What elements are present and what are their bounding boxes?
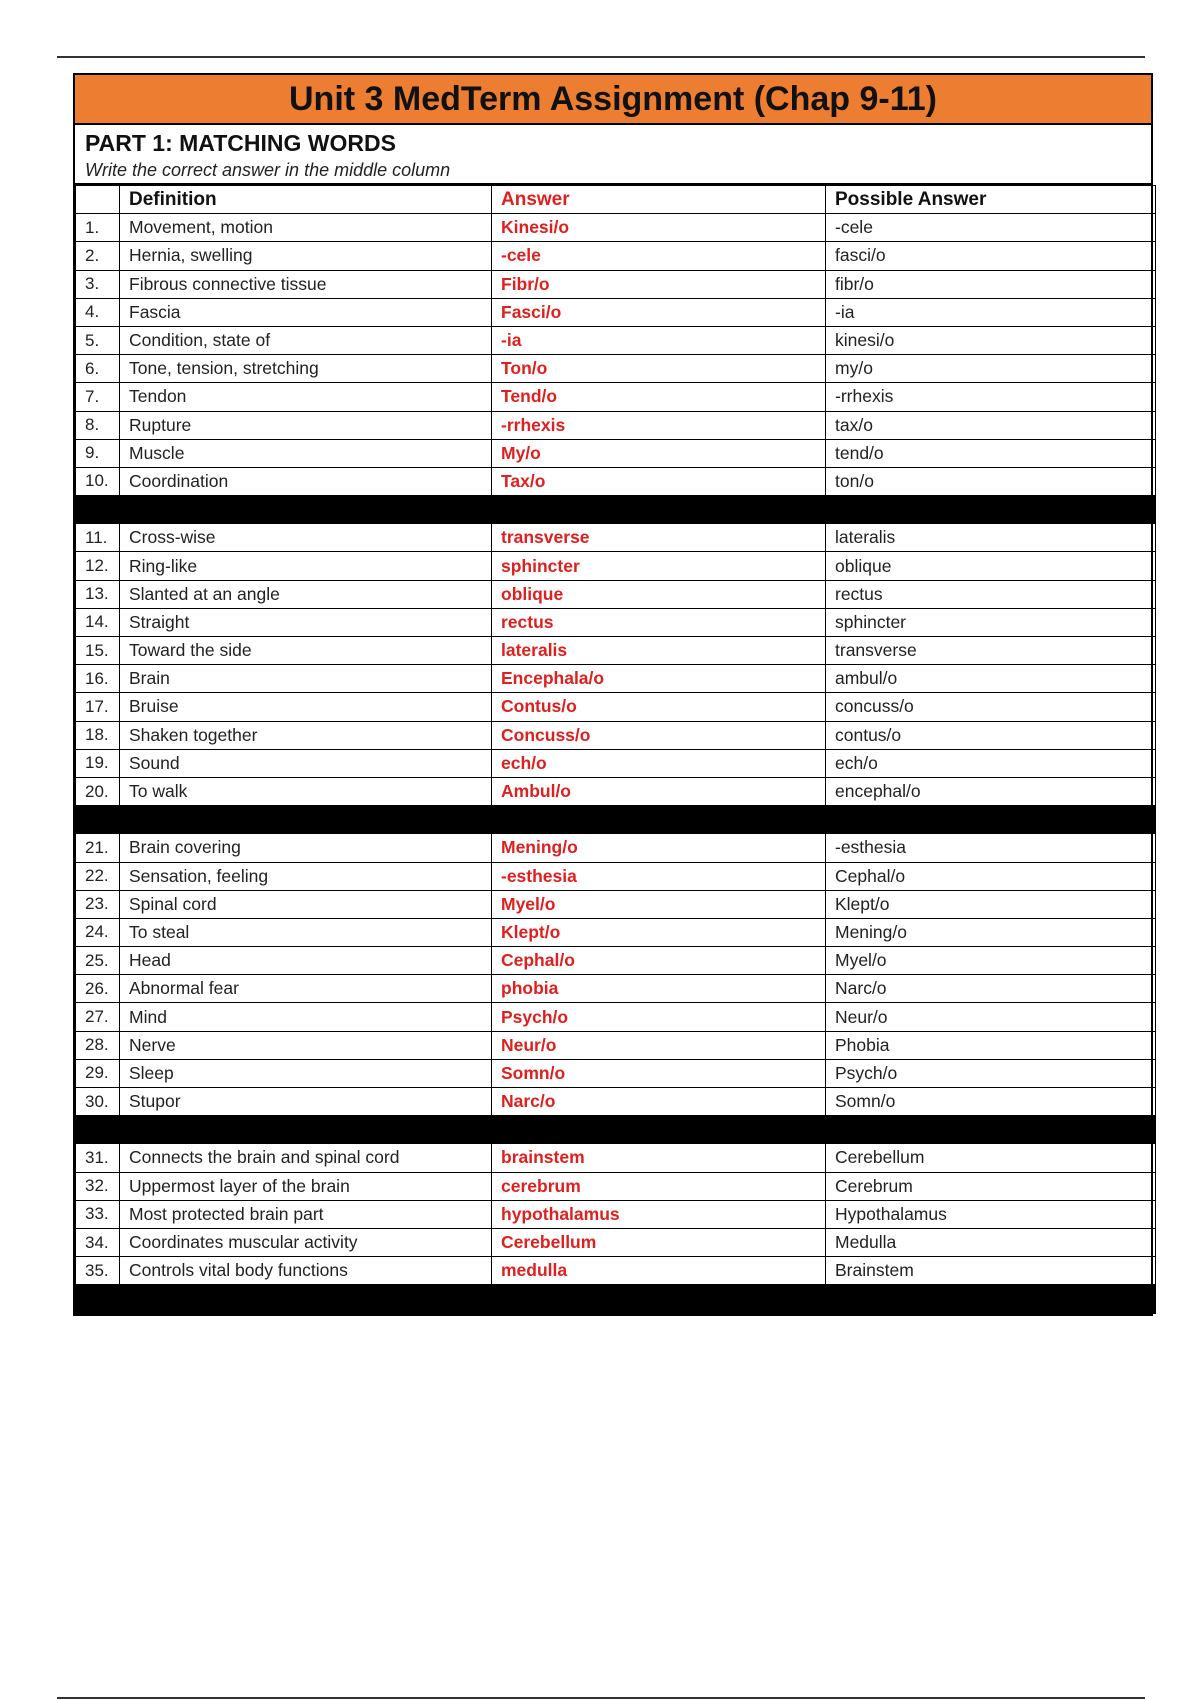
number-header	[76, 186, 120, 214]
row-number: 4.	[76, 298, 120, 326]
possible-answer-cell: ambul/o	[826, 665, 1156, 693]
possible-answer-cell: concuss/o	[826, 693, 1156, 721]
table-row	[76, 637, 1156, 665]
definition-cell: Sensation, feeling	[120, 862, 492, 890]
possible-answer-cell: Neur/o	[826, 1003, 1156, 1031]
answer-header: Answer	[492, 186, 826, 214]
part-heading: PART 1: MATCHING WORDS	[85, 130, 396, 156]
row-number: 31.	[76, 1144, 120, 1172]
definition-cell: Rupture	[120, 411, 492, 439]
table-row	[76, 1088, 1156, 1116]
possible-answer-cell: -rrhexis	[826, 383, 1156, 411]
definition-cell: Spinal cord	[120, 890, 492, 918]
table-row	[76, 580, 1156, 608]
definition-cell: Fibrous connective tissue	[120, 270, 492, 298]
group-divider	[76, 496, 1156, 524]
table-row	[76, 1144, 1156, 1172]
possible-answer-cell: Myel/o	[826, 947, 1156, 975]
answer-cell: Encephala/o	[492, 665, 826, 693]
answer-cell: transverse	[492, 524, 826, 552]
table-row	[76, 242, 1156, 270]
definition-cell: Brain covering	[120, 834, 492, 862]
table-row	[76, 777, 1156, 805]
possible-answer-cell: Cerebellum	[826, 1144, 1156, 1172]
row-number: 2.	[76, 242, 120, 270]
possible-answer-cell: rectus	[826, 580, 1156, 608]
row-number: 10.	[76, 467, 120, 495]
table-row	[76, 1257, 1156, 1285]
table-row	[76, 608, 1156, 636]
table-row	[76, 1228, 1156, 1256]
table-row	[76, 411, 1156, 439]
row-number: 8.	[76, 411, 120, 439]
row-number: 5.	[76, 326, 120, 354]
table-row	[76, 383, 1156, 411]
table-row	[76, 947, 1156, 975]
table-row	[76, 975, 1156, 1003]
definition-cell: Most protected brain part	[120, 1200, 492, 1228]
definition-cell: Coordination	[120, 467, 492, 495]
row-number: 1.	[76, 214, 120, 242]
table-row	[76, 214, 1156, 242]
answer-cell: -cele	[492, 242, 826, 270]
definition-cell: Ring-like	[120, 552, 492, 580]
possible-answer-header: Possible Answer	[826, 186, 1156, 214]
assignment-sheet	[73, 73, 1153, 1316]
definition-cell: Tendon	[120, 383, 492, 411]
table-row	[76, 834, 1156, 862]
answer-cell: -esthesia	[492, 862, 826, 890]
definition-cell: Movement, motion	[120, 214, 492, 242]
answer-cell: Ambul/o	[492, 777, 826, 805]
table-row	[76, 270, 1156, 298]
table-row	[76, 749, 1156, 777]
table-row	[76, 326, 1156, 354]
answer-cell: Fasci/o	[492, 298, 826, 326]
table-row	[76, 1031, 1156, 1059]
answer-cell: Klept/o	[492, 918, 826, 946]
row-number: 24.	[76, 918, 120, 946]
possible-answer-cell: fasci/o	[826, 242, 1156, 270]
answer-cell: brainstem	[492, 1144, 826, 1172]
possible-answer-cell: Cephal/o	[826, 862, 1156, 890]
definition-cell: Bruise	[120, 693, 492, 721]
answer-cell: Somn/o	[492, 1059, 826, 1087]
row-number: 22.	[76, 862, 120, 890]
row-number: 21.	[76, 834, 120, 862]
table-row	[76, 721, 1156, 749]
possible-answer-cell: oblique	[826, 552, 1156, 580]
answer-cell: lateralis	[492, 637, 826, 665]
definition-cell: Cross-wise	[120, 524, 492, 552]
answer-cell: Fibr/o	[492, 270, 826, 298]
answer-cell: medulla	[492, 1257, 826, 1285]
bottom-rule	[57, 1697, 1145, 1699]
row-number: 25.	[76, 947, 120, 975]
answer-cell: Cephal/o	[492, 947, 826, 975]
row-number: 20.	[76, 777, 120, 805]
group-divider	[76, 1116, 1156, 1144]
row-number: 3.	[76, 270, 120, 298]
answer-cell: Tax/o	[492, 467, 826, 495]
possible-answer-cell: -cele	[826, 214, 1156, 242]
row-number: 33.	[76, 1200, 120, 1228]
possible-answer-cell: Narc/o	[826, 975, 1156, 1003]
table-row	[76, 890, 1156, 918]
possible-answer-cell: fibr/o	[826, 270, 1156, 298]
definition-cell: Condition, state of	[120, 326, 492, 354]
definition-cell: Sleep	[120, 1059, 492, 1087]
possible-answer-cell: ton/o	[826, 467, 1156, 495]
answer-cell: Cerebellum	[492, 1228, 826, 1256]
row-number: 18.	[76, 721, 120, 749]
possible-answer-cell: Klept/o	[826, 890, 1156, 918]
definition-cell: Coordinates muscular activity	[120, 1228, 492, 1256]
row-number: 32.	[76, 1172, 120, 1200]
definition-cell: Uppermost layer of the brain	[120, 1172, 492, 1200]
table-header-row	[76, 186, 1156, 214]
table-row	[76, 467, 1156, 495]
row-number: 7.	[76, 383, 120, 411]
definition-cell: Sound	[120, 749, 492, 777]
definition-cell: Hernia, swelling	[120, 242, 492, 270]
table-row	[76, 1059, 1156, 1087]
possible-answer-cell: kinesi/o	[826, 326, 1156, 354]
answer-cell: Kinesi/o	[492, 214, 826, 242]
answer-cell: Neur/o	[492, 1031, 826, 1059]
possible-answer-cell: my/o	[826, 355, 1156, 383]
part-instruction: Write the correct answer in the middle column	[85, 160, 451, 180]
table-row	[76, 355, 1156, 383]
table-row	[76, 1200, 1156, 1228]
possible-answer-cell: lateralis	[826, 524, 1156, 552]
group-divider	[76, 1285, 1156, 1313]
table-row	[76, 665, 1156, 693]
possible-answer-cell: ech/o	[826, 749, 1156, 777]
answer-cell: Contus/o	[492, 693, 826, 721]
answer-cell: ech/o	[492, 749, 826, 777]
table-row	[76, 1003, 1156, 1031]
definition-cell: To steal	[120, 918, 492, 946]
definition-cell: Mind	[120, 1003, 492, 1031]
row-number: 9.	[76, 439, 120, 467]
top-rule	[57, 56, 1145, 58]
row-number: 6.	[76, 355, 120, 383]
table-row	[76, 918, 1156, 946]
row-number: 30.	[76, 1088, 120, 1116]
possible-answer-cell: -esthesia	[826, 834, 1156, 862]
possible-answer-cell: Psych/o	[826, 1059, 1156, 1087]
row-number: 29.	[76, 1059, 120, 1087]
answer-cell: My/o	[492, 439, 826, 467]
definition-cell: To walk	[120, 777, 492, 805]
definition-cell: Muscle	[120, 439, 492, 467]
row-number: 19.	[76, 749, 120, 777]
answer-cell: hypothalamus	[492, 1200, 826, 1228]
definition-header: Definition	[120, 186, 492, 214]
definition-cell: Nerve	[120, 1031, 492, 1059]
definition-cell: Tone, tension, stretching	[120, 355, 492, 383]
answer-cell: Psych/o	[492, 1003, 826, 1031]
row-number: 27.	[76, 1003, 120, 1031]
group-divider-bar	[76, 1285, 1156, 1313]
possible-answer-cell: transverse	[826, 637, 1156, 665]
row-number: 14.	[76, 608, 120, 636]
definition-cell: Controls vital body functions	[120, 1257, 492, 1285]
row-number: 12.	[76, 552, 120, 580]
row-number: 13.	[76, 580, 120, 608]
answer-cell: Tend/o	[492, 383, 826, 411]
definition-cell: Stupor	[120, 1088, 492, 1116]
answer-cell: sphincter	[492, 552, 826, 580]
possible-answer-cell: tend/o	[826, 439, 1156, 467]
matching-table	[75, 185, 1156, 1314]
possible-answer-cell: contus/o	[826, 721, 1156, 749]
answer-cell: Narc/o	[492, 1088, 826, 1116]
answer-cell: Ton/o	[492, 355, 826, 383]
answer-cell: Concuss/o	[492, 721, 826, 749]
possible-answer-cell: sphincter	[826, 608, 1156, 636]
definition-cell: Connects the brain and spinal cord	[120, 1144, 492, 1172]
table-row	[76, 524, 1156, 552]
possible-answer-cell: Mening/o	[826, 918, 1156, 946]
group-divider-bar	[76, 1116, 1156, 1144]
answer-cell: rectus	[492, 608, 826, 636]
answer-cell: phobia	[492, 975, 826, 1003]
row-number: 11.	[76, 524, 120, 552]
possible-answer-cell: encephal/o	[826, 777, 1156, 805]
row-number: 15.	[76, 637, 120, 665]
table-row	[76, 439, 1156, 467]
possible-answer-cell: Hypothalamus	[826, 1200, 1156, 1228]
row-number: 26.	[76, 975, 120, 1003]
answer-cell: -rrhexis	[492, 411, 826, 439]
definition-cell: Abnormal fear	[120, 975, 492, 1003]
group-divider-bar	[76, 496, 1156, 524]
answer-cell: Myel/o	[492, 890, 826, 918]
definition-cell: Head	[120, 947, 492, 975]
row-number: 35.	[76, 1257, 120, 1285]
definition-cell: Shaken together	[120, 721, 492, 749]
table-row	[76, 298, 1156, 326]
definition-cell: Brain	[120, 665, 492, 693]
table-row	[76, 1172, 1156, 1200]
table-row	[76, 693, 1156, 721]
answer-cell: -ia	[492, 326, 826, 354]
row-number: 23.	[76, 890, 120, 918]
group-divider	[76, 806, 1156, 834]
possible-answer-cell: -ia	[826, 298, 1156, 326]
possible-answer-cell: Somn/o	[826, 1088, 1156, 1116]
answer-cell: Mening/o	[492, 834, 826, 862]
definition-cell: Straight	[120, 608, 492, 636]
possible-answer-cell: Cerebrum	[826, 1172, 1156, 1200]
row-number: 16.	[76, 665, 120, 693]
definition-cell: Toward the side	[120, 637, 492, 665]
possible-answer-cell: Phobia	[826, 1031, 1156, 1059]
row-number: 34.	[76, 1228, 120, 1256]
definition-cell: Fascia	[120, 298, 492, 326]
possible-answer-cell: Brainstem	[826, 1257, 1156, 1285]
table-row	[76, 862, 1156, 890]
row-number: 17.	[76, 693, 120, 721]
part-header	[75, 125, 1151, 185]
possible-answer-cell: Medulla	[826, 1228, 1156, 1256]
page-title: Unit 3 MedTerm Assignment (Chap 9-11)	[75, 75, 1151, 125]
answer-cell: cerebrum	[492, 1172, 826, 1200]
possible-answer-cell: tax/o	[826, 411, 1156, 439]
answer-cell: oblique	[492, 580, 826, 608]
group-divider-bar	[76, 806, 1156, 834]
row-number: 28.	[76, 1031, 120, 1059]
definition-cell: Slanted at an angle	[120, 580, 492, 608]
table-row	[76, 552, 1156, 580]
